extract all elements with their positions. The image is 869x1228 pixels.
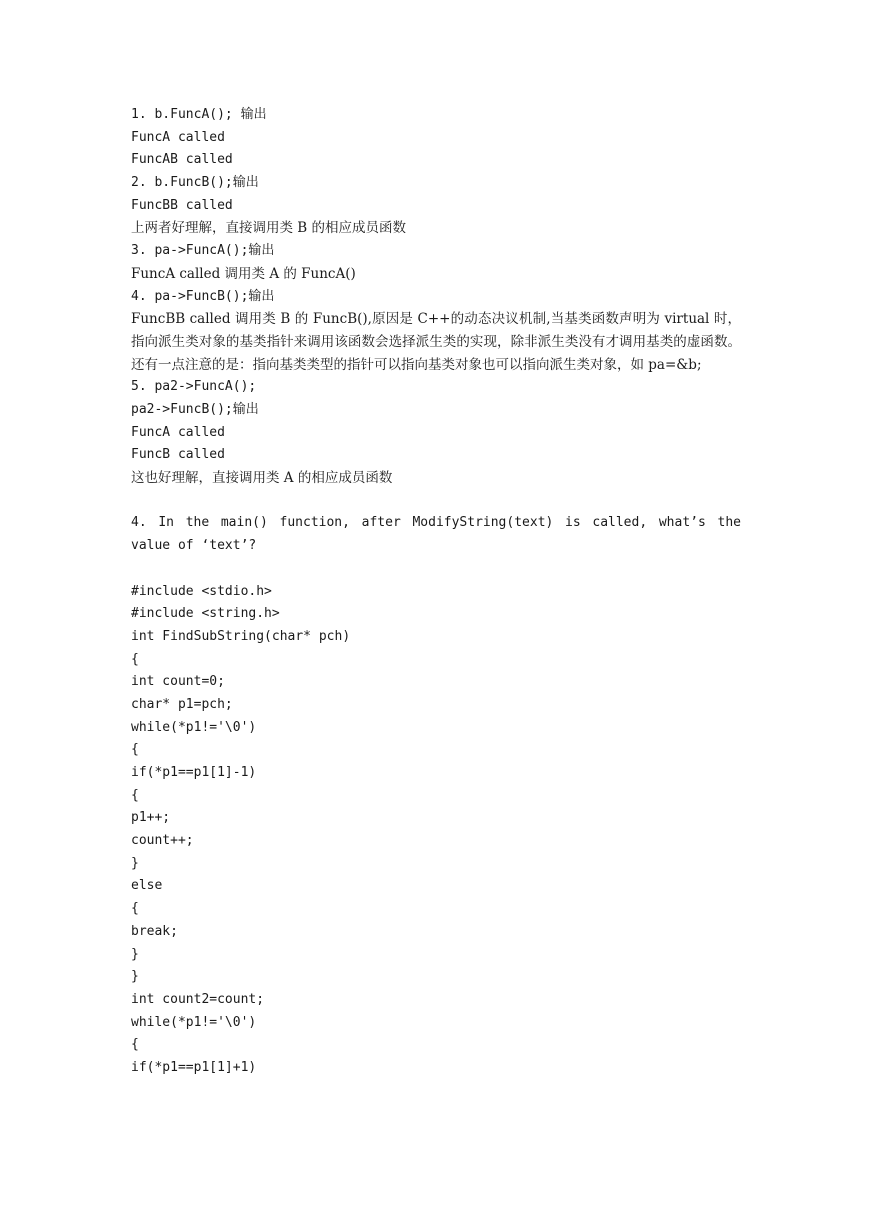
code-line: while(*p1!='\0')	[131, 719, 257, 735]
code-line: {	[131, 787, 139, 803]
code-line: {	[131, 901, 139, 917]
code-line: while(*p1!='\0')	[131, 1014, 257, 1030]
code-line: count++;	[131, 833, 194, 849]
code-line: break;	[131, 923, 178, 939]
code-line: int count2=count;	[131, 991, 265, 1007]
answer-5-note: 这也好理解，直接调用类 A 的相应成员函数	[131, 470, 393, 487]
question-4-text: 4. In the main() function, after ModifyString(text) is called, what’s the value of ‘text’?	[131, 515, 741, 554]
code-line: {	[131, 1037, 139, 1053]
answer-4-explanation: FuncBB called 调用类 B 的 FuncB(),原因是 C++的动态决议机制,当基类函数声明为 virtual 时，指向派生类对象的基类指针来调用该函数会选择派生类的实现，除非派生类没有才调用基类的虚函数。还有一点注意的是：指向基类类型的指针可以指向基类对象也可以指向派生类对象，如 pa=&b;	[131, 311, 741, 373]
code-line: if(*p1==p1[1]+1)	[131, 1059, 257, 1075]
code-line: }	[131, 855, 139, 871]
answer-2-output-1: FuncBB called	[131, 197, 233, 213]
code-line: #include <stdio.h>	[131, 583, 272, 599]
answer-2-title: 2. b.FuncB();输出	[131, 175, 259, 191]
answer-3-output: FuncA called 调用类 A 的 FuncA()	[131, 265, 356, 282]
answer-4-title: 4. pa->FuncB();输出	[131, 288, 275, 304]
code-line: char* p1=pch;	[131, 696, 233, 712]
code-line: {	[131, 742, 139, 758]
spacer	[131, 558, 741, 581]
code-line: int count=0;	[131, 674, 225, 690]
answer-1-2-note: 上两者好理解，直接调用类 B 的相应成员函数	[131, 220, 407, 237]
code-line: {	[131, 651, 139, 667]
answer-5-output-1: FuncA called	[131, 424, 225, 440]
answer-5-output-2: FuncB called	[131, 447, 225, 463]
code-line: }	[131, 969, 139, 985]
code-line: p1++;	[131, 810, 171, 826]
answer-5-line-2: pa2->FuncB();输出	[131, 401, 259, 417]
answer-1-title: 1. b.FuncA(); 输出	[131, 107, 267, 122]
code-line: if(*p1==p1[1]-1)	[131, 765, 257, 781]
code-line: int FindSubString(char* pch)	[131, 628, 351, 644]
code-line: else	[131, 878, 163, 894]
answer-5-title: 5. pa2->FuncA();	[131, 379, 257, 395]
answer-1-output-2: FuncAB called	[131, 152, 233, 168]
code-line: #include <string.h>	[131, 606, 280, 622]
spacer	[131, 490, 741, 513]
answer-1-output-1: FuncA called	[131, 129, 225, 145]
answer-3-title: 3. pa->FuncA();输出	[131, 243, 275, 259]
document-page	[131, 104, 741, 1080]
code-line: }	[131, 946, 139, 962]
code-block	[131, 581, 741, 1080]
